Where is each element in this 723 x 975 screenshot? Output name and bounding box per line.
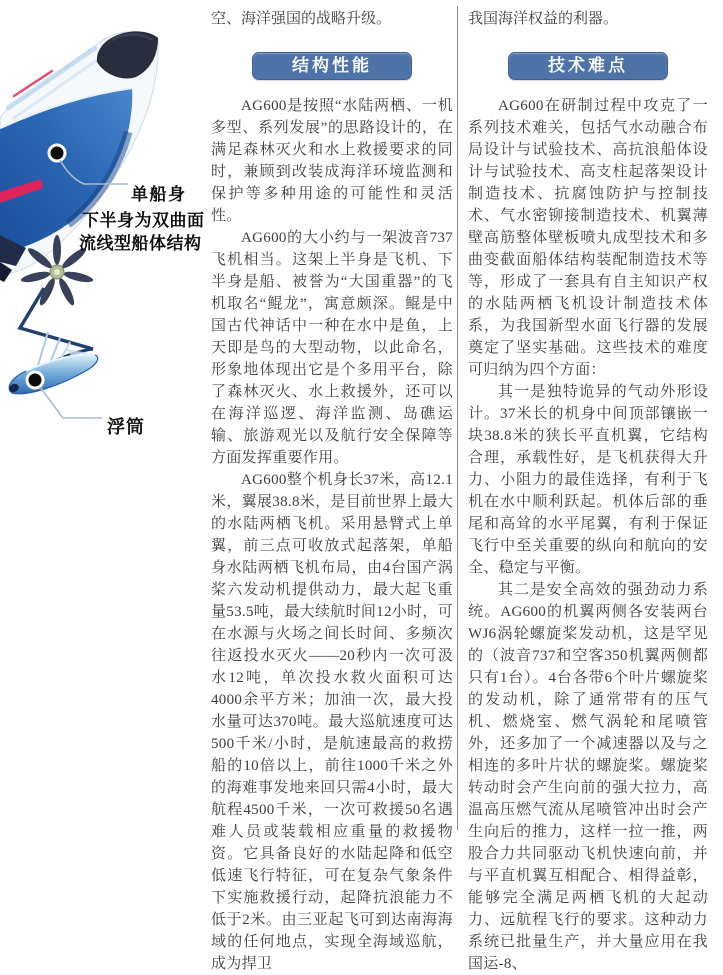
wing-edge <box>20 288 93 349</box>
continuation-line: 空、海洋强国的战略升级。 <box>211 11 392 27</box>
section-badge-difficulties: 技术难点 <box>508 52 668 80</box>
column-right <box>468 8 708 975</box>
hull-desc-line1: 下半身为双曲面 <box>82 211 205 230</box>
hull-callout-dot <box>49 145 65 161</box>
float-callout-dot <box>27 372 43 388</box>
continuation-line: 我国海洋权益的利器。 <box>468 11 619 27</box>
paragraph: 其二是安全高效的强劲动力系统。AG600的机翼两侧各安装两台WJ6涡轮螺旋桨发动机，这是罕见的（波音737和空客350机翼两侧都只有1台）。4台各带6个叶片螺旋桨的发动机，除了通常带有的压气机、燃烧室、燃气涡轮和尾喷管外，还多加了一个减速器以及与之相连的多叶片状的螺旋桨。螺旋桨转动时会产生向前的强大拉力，高温高压燃气流从尾喷管冲出时会产生向后的推力，这样一拉一推，两股合力共同驱动飞机快速向前，并与平直机翼互相配合、相得益彰，能够完全满足两栖飞机的大起动力、远航程飞行的要求。这种动力系统已批量生产，并大量应用在我国运-8、 <box>468 582 708 972</box>
paragraph: 其一是独特诡异的气动外形设计。37米长的机身中间顶部镶嵌一块38.8米的狭长平直机翼，它结构合理，承载性好，是飞机获得大升力、小阻力的最佳选择，有利于飞机在水中顺利跃起。机体后部的垂尾和高耸的水平尾翼，有利于保证飞行中至关重要的纵向和航向的安全、稳定与平衡。 <box>468 384 708 576</box>
ag600-illustration <box>0 0 212 470</box>
hull-label: 单船身 <box>131 185 187 204</box>
hull-desc-line2: 流线型船体结构 <box>79 234 202 253</box>
column-middle <box>211 8 453 975</box>
paragraph: AG600整个机身长37米，高12.1米，翼展38.8米，是目前世界上最大的水陆两栖飞机。采用悬臂式上单翼，前三点可收放式起落架，单船身水陆两栖飞机布局，由4台国产涡桨六发动机提供动力，最大起飞重量53.5吨，最大续航时间12小时，可在水源与火场之间长时间、多频次往返投水灭火——20秒内一次可汲水12吨，单次投水救火面积可达4000余平方米；加油一次，最大投水量可达370吨。最大巡航速度可达500千米/小时，是航速最高的救捞船的10倍以上，前往1000千米之外的海难事发地来回只需4小时，最大航程4500千米，一次可救援50名遇难人员或装载相应重量的救援物资。它具备良好的水陆起降和低空低速飞行特征，可在复杂气象条件下实施救援行动，起降抗浪能力不低于2米。由三亚起飞可到达南海海域的任何地点，实现全海域巡航，成为捍卫 <box>211 472 453 972</box>
section-badge-structure: 结构性能 <box>252 52 412 80</box>
paragraph: AG600是按照“水陆两栖、一机多型、系列发展”的思路设计的，在满足森林灭火和水上救援要求的同时，兼顾到改装成海洋环境监测和保护等多种用途的可能性和灵活性。 <box>211 98 453 224</box>
paragraph: AG600在研制过程中攻克了一系列技术难关，包括气水动融合布局设计与试验技术、高抗浪船体设计与试验技术、高支柱起落架设计制造技术、抗腐蚀防护与控制技术、气水密铆接制造技术、机翼薄壁高筋整体壁板喷丸成型技术和多曲变截面船体结构装配制造技术等等，形成了一套具有自主知识产权的水陆两栖飞机设计制造技术体系，为我国新型水面飞行器的发展奠定了坚实基础。这些技术的难度可归纳为四个方面： <box>468 98 708 378</box>
float-callout-line <box>40 387 102 418</box>
paragraph: AG600的大小约与一架波音737飞机相当。这架上半身是飞机、下半身是船、被誉为“大国重器”的飞机取名“鲲龙”，寓意颇深。鲲是中国古代神话中一种在水中是鱼，上天即是鸟的大型动物，以此命名，形象地体现出它是个多用平台，除了森林灭火、水上救援外，还可以在海洋巡逻、海洋监测、岛礁运输、旅游观光以及航行安全保障等方面发挥重要作用。 <box>211 230 453 466</box>
float-label: 浮筒 <box>107 417 145 437</box>
column-divider <box>457 6 458 830</box>
